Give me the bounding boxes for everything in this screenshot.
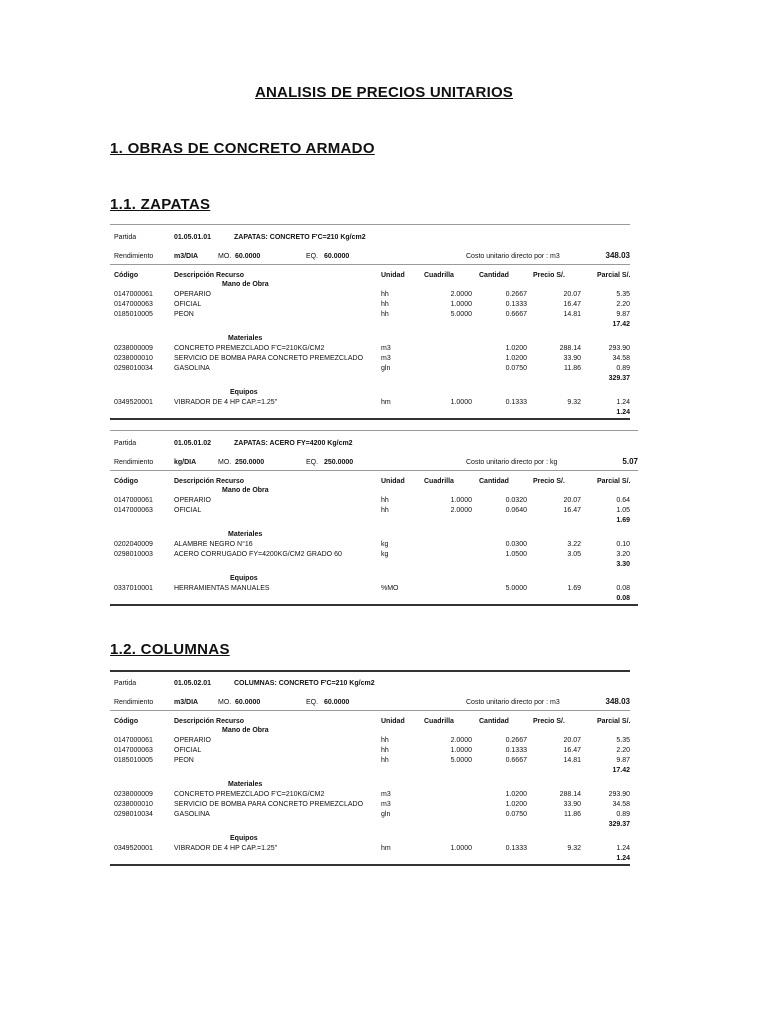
cell-cantidad: 0.1333 (505, 747, 527, 754)
cell-codigo: 0147000063 (114, 747, 153, 754)
cell-cuadrilla: 1.0000 (450, 747, 472, 754)
cell-cantidad: 1.0200 (505, 791, 527, 798)
cell-unidad: hh (381, 747, 389, 754)
cell-codigo: 0238000009 (114, 345, 153, 352)
cell-unidad: m3 (381, 791, 391, 798)
cell-descripcion: GASOLINA (174, 365, 210, 372)
cell-unidad: hh (381, 507, 389, 514)
cell-codigo: 0185010005 (114, 311, 153, 318)
costo-unitario-label: Costo unitario directo por : m3 (466, 253, 560, 260)
cell-descripcion: PEON (174, 757, 194, 764)
table-row (110, 354, 630, 364)
cell-unidad: hm (381, 399, 391, 406)
cell-cantidad: 1.0200 (505, 345, 527, 352)
cell-cantidad: 5.0000 (505, 585, 527, 592)
page-title: ANALISIS DE PRECIOS UNITARIOS (254, 84, 514, 101)
cell-precio: 14.81 (563, 757, 581, 764)
table-row (110, 344, 630, 354)
cell-cantidad: 0.1333 (505, 399, 527, 406)
costo-unitario-label: Costo unitario directo por : kg (466, 459, 558, 466)
cell-descripcion: SERVICIO DE BOMBA PARA CONCRETO PREMEZCLADO (174, 355, 364, 362)
cell-parcial: 1.24 (616, 845, 630, 852)
cell-cuadrilla: 5.0000 (450, 311, 472, 318)
cell-precio: 16.47 (563, 747, 581, 754)
divider-line (110, 430, 638, 431)
cell-cantidad: 0.6667 (505, 757, 527, 764)
cell-codigo: 0147000061 (114, 291, 153, 298)
cell-unidad: kg (381, 541, 389, 548)
partida-description: ZAPATAS: CONCRETO F'C=210 Kg/cm2 (234, 234, 366, 241)
group-subtotal: 329.37 (608, 375, 630, 382)
cell-unidad: kg (381, 551, 389, 558)
table-row (110, 300, 630, 310)
col-header-unidad: Unidad (381, 478, 405, 485)
table-row (110, 800, 630, 810)
cell-cuadrilla: 2.0000 (450, 507, 472, 514)
cell-descripcion: GASOLINA (174, 811, 210, 818)
cell-codigo: 0298010034 (114, 365, 153, 372)
rendimiento-unit: m3/DIA (174, 699, 199, 706)
cell-parcial: 293.90 (608, 345, 630, 352)
cell-precio: 9.32 (567, 399, 581, 406)
col-header-descripcion: Descripción Recurso (174, 478, 245, 485)
cell-precio: 20.07 (563, 737, 581, 744)
cell-parcial: 0.89 (616, 811, 630, 818)
table-row (110, 398, 630, 408)
cell-precio: 11.86 (564, 811, 581, 818)
table-row (110, 290, 630, 300)
cell-codigo: 0185010005 (114, 757, 153, 764)
cell-descripcion: OPERARIO (174, 497, 211, 504)
col-header-descripcion: Descripción Recurso (174, 718, 245, 725)
cell-codigo: 0298010034 (114, 811, 153, 818)
divider-line (110, 670, 630, 672)
eq-value: 60.0000 (324, 699, 350, 706)
cell-parcial: 5.35 (616, 737, 630, 744)
cell-unidad: gln (381, 365, 391, 372)
eq-value: 60.0000 (324, 253, 350, 260)
cell-codigo: 0202040009 (114, 541, 153, 548)
cell-parcial: 34.58 (612, 355, 630, 362)
cell-parcial: 1.05 (616, 507, 630, 514)
col-header-cantidad: Cantidad (479, 478, 509, 485)
partida-label: Partida (114, 234, 137, 241)
cell-cuadrilla: 1.0000 (450, 497, 472, 504)
costo-unitario-value: 5.07 (622, 457, 638, 466)
cell-cuadrilla: 2.0000 (450, 737, 472, 744)
cell-cantidad: 0.0640 (505, 507, 527, 514)
table-row (110, 736, 630, 746)
cell-descripcion: CONCRETO PREMEZCLADO F'C=210KG/CM2 (174, 791, 325, 798)
mo-label: MO. (218, 699, 232, 706)
cell-descripcion: PEON (174, 311, 194, 318)
cell-precio: 1.69 (567, 585, 581, 592)
divider-line (110, 418, 630, 420)
section-heading: 1. OBRAS DE CONCRETO ARMADO (110, 140, 375, 157)
cell-parcial: 9.87 (616, 311, 630, 318)
table-row (110, 790, 630, 800)
cell-precio: 14.81 (563, 311, 581, 318)
mo-label: MO. (218, 253, 232, 260)
cell-parcial: 34.58 (612, 801, 630, 808)
table-row (110, 540, 638, 550)
table-row (110, 756, 630, 766)
cell-unidad: hh (381, 737, 389, 744)
cell-parcial: 3.20 (616, 551, 630, 558)
eq-value: 250.0000 (324, 459, 354, 466)
group-label: Mano de Obra (222, 487, 269, 494)
table-row (110, 310, 630, 320)
col-header-cuadrilla: Cuadrilla (424, 718, 454, 725)
table-row (110, 550, 638, 560)
mo-label: MO. (218, 459, 232, 466)
cell-precio: 16.47 (563, 301, 581, 308)
col-header-cantidad: Cantidad (479, 272, 509, 279)
col-header-unidad: Unidad (381, 272, 405, 279)
partida-code: 01.05.01.01 (174, 234, 211, 241)
cell-unidad: hh (381, 311, 389, 318)
group-subtotal: 1.24 (616, 855, 630, 862)
cell-precio: 3.05 (567, 551, 581, 558)
rendimiento-label: Rendimiento (114, 459, 154, 466)
cell-precio: 20.07 (563, 291, 581, 298)
divider-line (110, 864, 630, 866)
cell-unidad: m3 (381, 355, 391, 362)
cell-codigo: 0147000063 (114, 507, 153, 514)
costo-unitario-value: 348.03 (605, 697, 630, 706)
partida-description: COLUMNAS: CONCRETO F'C=210 Kg/cm2 (234, 680, 375, 687)
cell-descripcion: CONCRETO PREMEZCLADO F'C=210KG/CM2 (174, 345, 325, 352)
cell-precio: 9.32 (567, 845, 581, 852)
cell-descripcion: ACERO CORRUGADO FY=4200KG/CM2 GRADO 60 (174, 551, 342, 558)
divider-line (110, 224, 630, 225)
col-header-parcial: Parcial S/. (597, 272, 631, 279)
group-label: Equipos (230, 389, 258, 396)
rendimiento-unit: m3/DIA (174, 253, 199, 260)
cell-codigo: 0147000061 (114, 497, 153, 504)
cell-precio: 20.07 (563, 497, 581, 504)
subsection-heading-zapatas: 1.1. ZAPATAS (110, 196, 211, 213)
cell-unidad: m3 (381, 345, 391, 352)
cell-descripcion: OFICIAL (174, 507, 202, 514)
cell-unidad: hh (381, 301, 389, 308)
cell-descripcion: OPERARIO (174, 291, 211, 298)
cell-codigo: 0147000063 (114, 301, 153, 308)
col-header-codigo: Código (114, 272, 139, 279)
cell-cantidad: 0.0750 (505, 365, 527, 372)
subsection-heading-columnas: 1.2. COLUMNAS (110, 641, 230, 658)
group-label: Materiales (228, 531, 263, 538)
cell-cantidad: 1.0200 (505, 801, 527, 808)
cell-cuadrilla: 5.0000 (450, 757, 472, 764)
group-subtotal: 329.37 (608, 821, 630, 828)
divider-line (110, 710, 630, 711)
group-subtotal: 0.08 (616, 595, 630, 602)
eq-label: EQ. (306, 699, 319, 706)
cell-parcial: 0.64 (616, 497, 630, 504)
table-row (110, 364, 630, 374)
group-label: Mano de Obra (222, 727, 269, 734)
cell-precio: 288.14 (559, 345, 581, 352)
cell-parcial: 5.35 (616, 291, 630, 298)
cell-codigo: 0298010003 (114, 551, 153, 558)
partida-label: Partida (114, 440, 137, 447)
cell-cantidad: 0.2667 (505, 737, 527, 744)
col-header-parcial: Parcial S/. (597, 718, 631, 725)
group-subtotal: 17.42 (612, 767, 630, 774)
cell-parcial: 2.20 (616, 301, 630, 308)
group-label: Equipos (230, 835, 258, 842)
divider-line (110, 264, 630, 265)
divider-line (110, 604, 638, 606)
cell-parcial: 9.87 (616, 757, 630, 764)
cell-descripcion: ALAMBRE NEGRO N°16 (174, 541, 253, 548)
col-header-unidad: Unidad (381, 718, 405, 725)
cell-codigo: 0349520001 (114, 845, 153, 852)
cell-precio: 33.90 (563, 355, 581, 362)
cell-descripcion: VIBRADOR DE 4 HP CAP.=1.25" (174, 399, 278, 406)
cell-parcial: 293.90 (608, 791, 630, 798)
col-header-codigo: Código (114, 478, 139, 485)
cell-codigo: 0238000010 (114, 355, 153, 362)
table-row (110, 506, 638, 516)
cell-parcial: 0.08 (616, 585, 630, 592)
table-row (110, 844, 630, 854)
cell-unidad: hh (381, 757, 389, 764)
col-header-precio: Precio S/. (533, 478, 565, 485)
group-subtotal: 1.69 (616, 517, 630, 524)
group-label: Mano de Obra (222, 281, 269, 288)
eq-label: EQ. (306, 253, 319, 260)
cell-cantidad: 0.0750 (505, 811, 527, 818)
cell-cantidad: 0.1333 (505, 845, 527, 852)
cell-unidad: hm (381, 845, 391, 852)
table-row (110, 496, 638, 506)
table-row (110, 810, 630, 820)
col-header-precio: Precio S/. (533, 718, 565, 725)
rendimiento-label: Rendimiento (114, 253, 154, 260)
cell-precio: 33.90 (563, 801, 581, 808)
group-label: Equipos (230, 575, 258, 582)
cell-cantidad: 0.0320 (505, 497, 527, 504)
partida-code: 01.05.01.02 (174, 440, 211, 447)
cell-unidad: hh (381, 497, 389, 504)
rendimiento-unit: kg/DIA (174, 459, 197, 466)
col-header-parcial: Parcial S/. (597, 478, 631, 485)
cell-unidad: gln (381, 811, 391, 818)
cell-descripcion: SERVICIO DE BOMBA PARA CONCRETO PREMEZCLADO (174, 801, 364, 808)
table-row (110, 746, 630, 756)
group-label: Materiales (228, 335, 263, 342)
group-subtotal: 17.42 (612, 321, 630, 328)
cell-unidad: %MO (381, 585, 399, 592)
col-header-cuadrilla: Cuadrilla (424, 272, 454, 279)
cell-cantidad: 0.6667 (505, 311, 527, 318)
cell-cuadrilla: 1.0000 (450, 845, 472, 852)
cell-codigo: 0238000009 (114, 791, 153, 798)
rendimiento-label: Rendimiento (114, 699, 154, 706)
group-subtotal: 3.30 (616, 561, 630, 568)
cell-descripcion: OPERARIO (174, 737, 211, 744)
cell-precio: 288.14 (559, 791, 581, 798)
partida-description: ZAPATAS: ACERO FY=4200 Kg/cm2 (234, 440, 353, 447)
analysis-block (110, 670, 631, 862)
costo-unitario-value: 348.03 (605, 251, 630, 260)
cell-descripcion: OFICIAL (174, 747, 202, 754)
cell-unidad: hh (381, 291, 389, 298)
cell-precio: 11.86 (564, 365, 581, 372)
mo-value: 250.0000 (235, 459, 265, 466)
cell-descripcion: VIBRADOR DE 4 HP CAP.=1.25" (174, 845, 278, 852)
mo-value: 60.0000 (235, 699, 261, 706)
cell-cantidad: 1.0500 (505, 551, 527, 558)
cell-cantidad: 0.0300 (505, 541, 527, 548)
group-subtotal: 1.24 (616, 409, 630, 416)
col-header-cuadrilla: Cuadrilla (424, 478, 454, 485)
partida-code: 01.05.02.01 (174, 680, 211, 687)
group-label: Materiales (228, 781, 263, 788)
col-header-codigo: Código (114, 718, 139, 725)
cell-cuadrilla: 2.0000 (450, 291, 472, 298)
col-header-cantidad: Cantidad (479, 718, 509, 725)
costo-unitario-label: Costo unitario directo por : m3 (466, 699, 560, 706)
cell-codigo: 0147000061 (114, 737, 153, 744)
eq-label: EQ. (306, 459, 319, 466)
cell-cuadrilla: 1.0000 (450, 399, 472, 406)
cell-cantidad: 0.1333 (505, 301, 527, 308)
cell-parcial: 1.24 (616, 399, 630, 406)
cell-precio: 3.22 (567, 541, 581, 548)
cell-parcial: 0.10 (616, 541, 630, 548)
cell-parcial: 0.89 (616, 365, 630, 372)
cell-descripcion: OFICIAL (174, 301, 202, 308)
cell-descripcion: HERRAMIENTAS MANUALES (174, 585, 270, 592)
cell-cuadrilla: 1.0000 (450, 301, 472, 308)
cell-codigo: 0238000010 (114, 801, 153, 808)
cell-cantidad: 1.0200 (505, 355, 527, 362)
cell-codigo: 0349520001 (114, 399, 153, 406)
col-header-precio: Precio S/. (533, 272, 565, 279)
col-header-descripcion: Descripción Recurso (174, 272, 245, 279)
divider-line (110, 470, 638, 471)
cell-unidad: m3 (381, 801, 391, 808)
partida-label: Partida (114, 680, 137, 687)
cell-precio: 16.47 (563, 507, 581, 514)
cell-codigo: 0337010001 (114, 585, 153, 592)
analysis-block (110, 224, 631, 416)
analysis-block (110, 430, 638, 610)
cell-cantidad: 0.2667 (505, 291, 527, 298)
cell-parcial: 2.20 (616, 747, 630, 754)
mo-value: 60.0000 (235, 253, 261, 260)
table-row (110, 584, 638, 594)
